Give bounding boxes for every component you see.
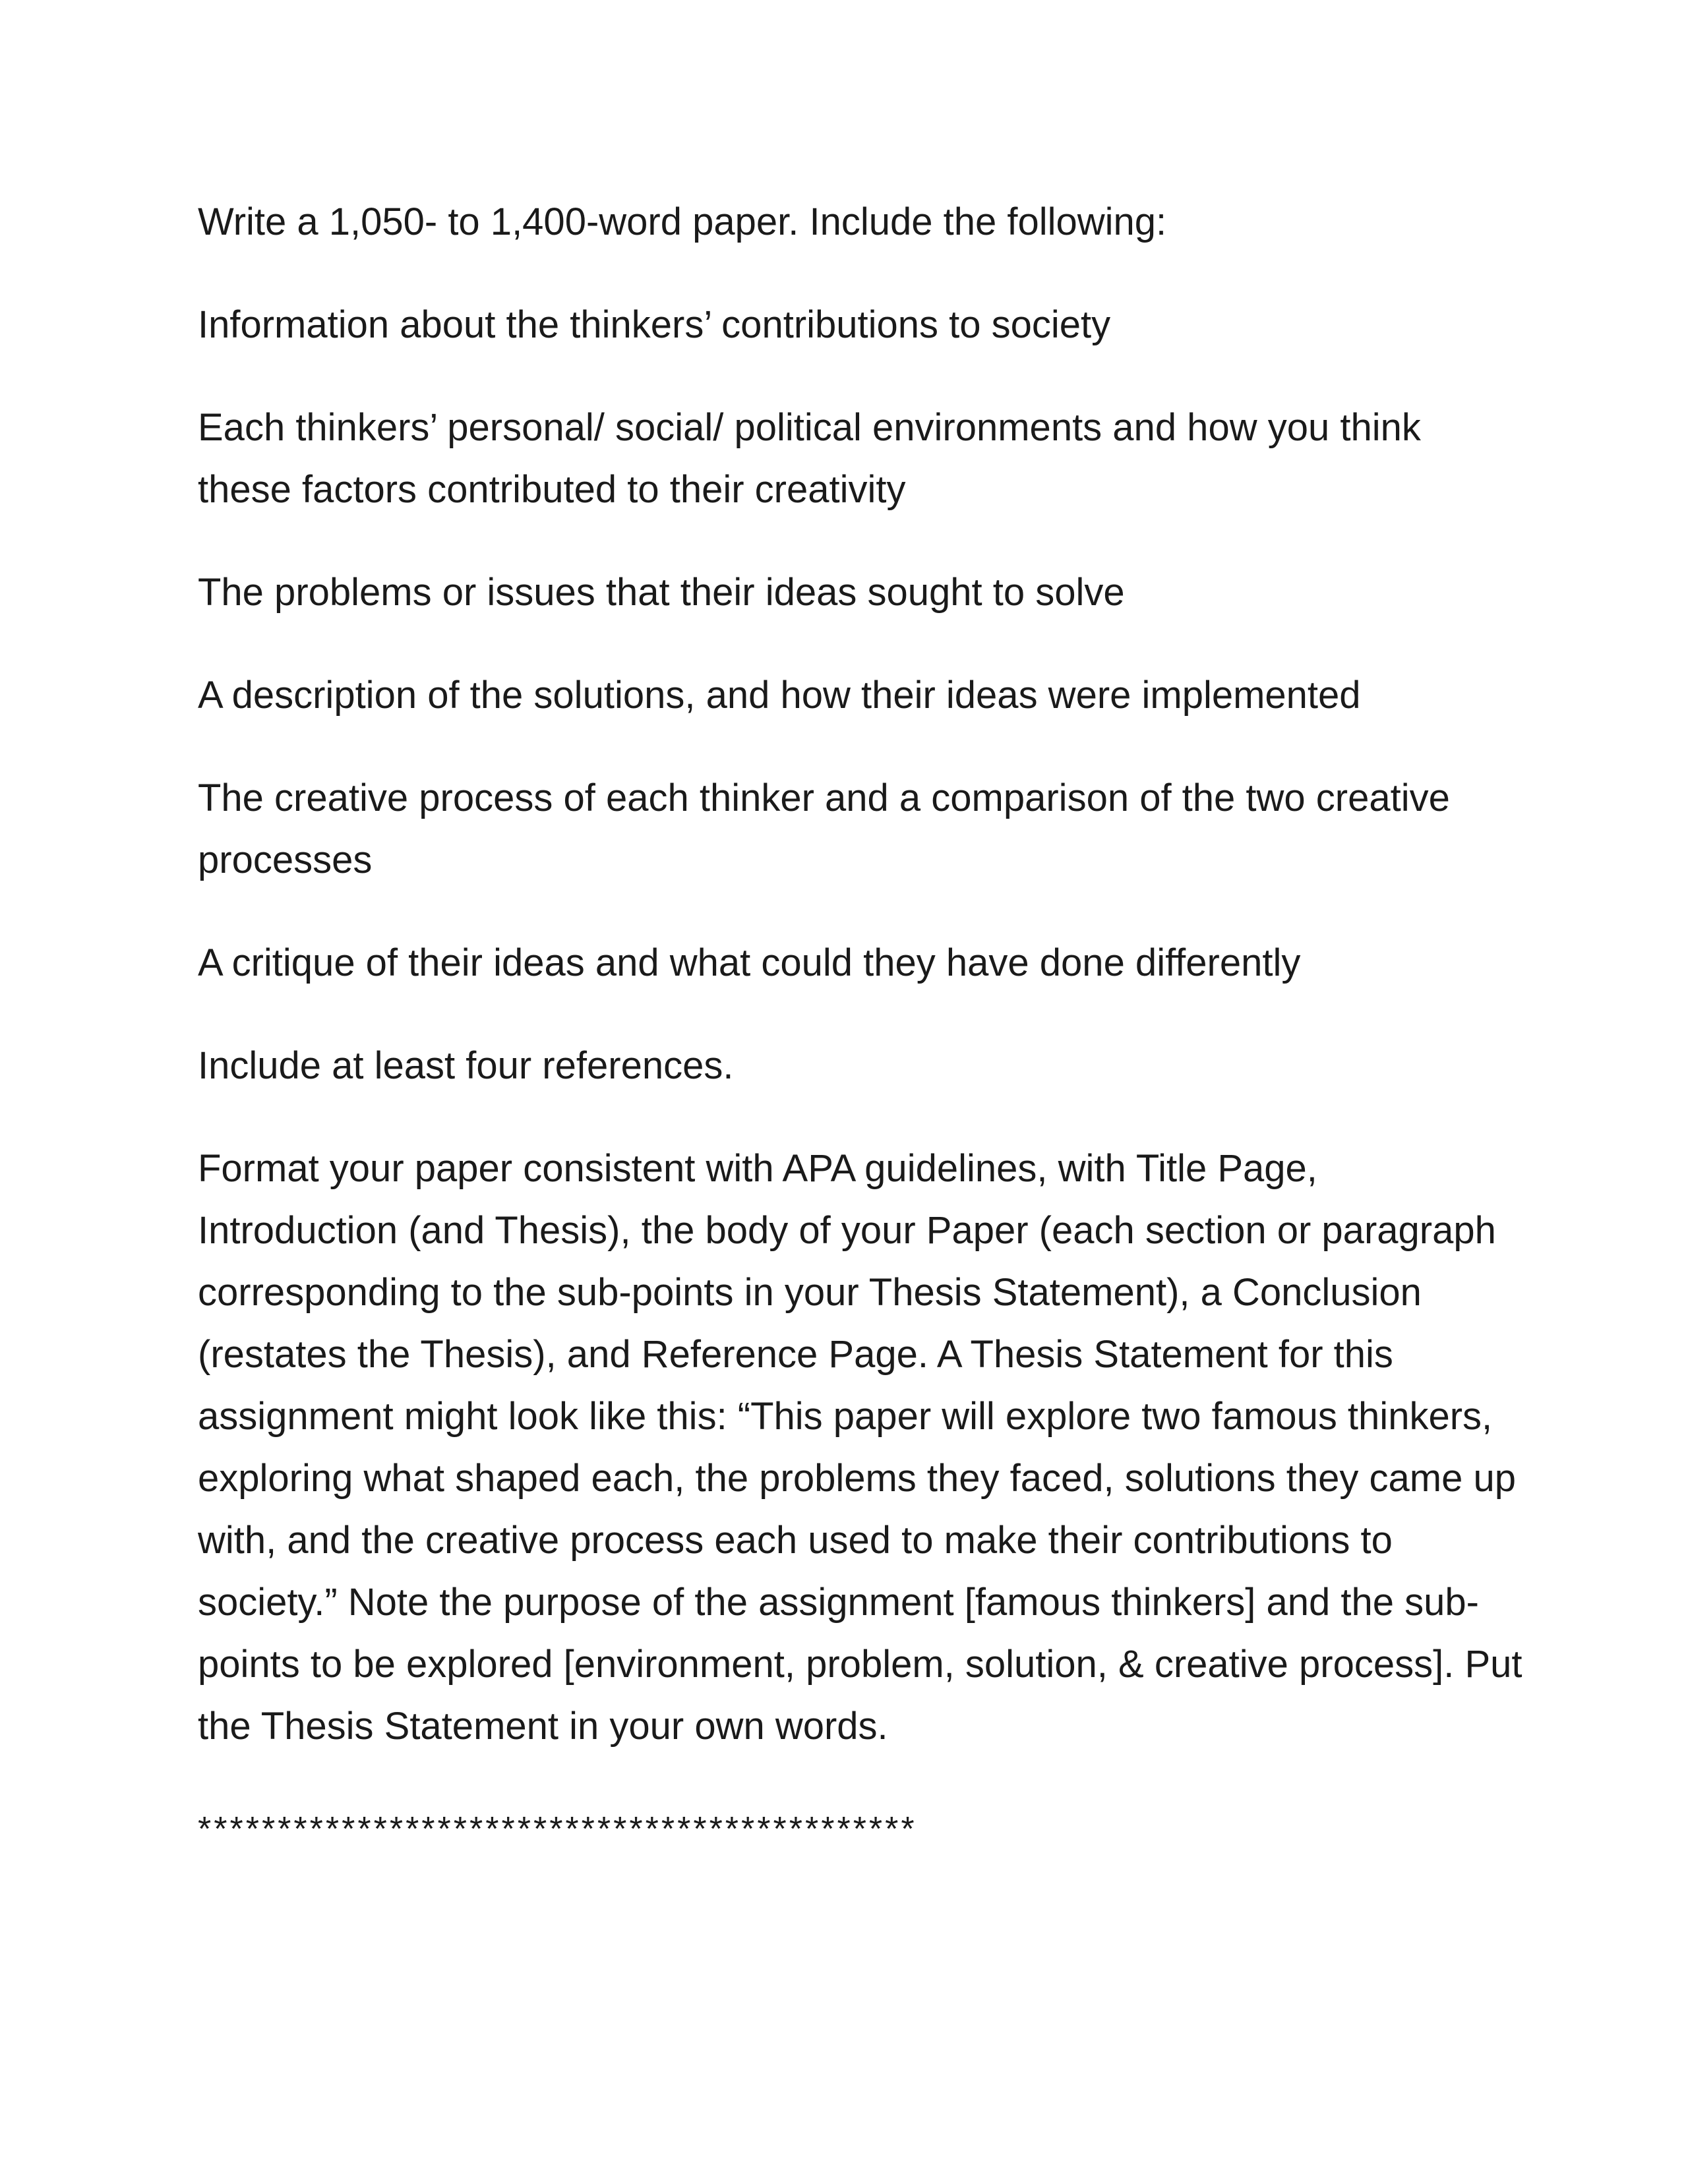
- requirement-references: Include at least four references.: [198, 1044, 734, 1087]
- requirement-critique: A critique of their ideas and what could they have done differently: [198, 941, 1301, 984]
- requirement-solutions: A description of the solutions, and how their ideas were implemented: [198, 674, 1361, 717]
- asterisk-separator: *********************************************: [198, 1810, 917, 1848]
- requirement-contributions: Information about the thinkers’ contributions to society: [198, 303, 1111, 346]
- requirement-environments: Each thinkers’ personal/ social/ political environments and how you think these factors contributed to their creativity: [198, 406, 1421, 511]
- requirement-creative-process: The creative process of each thinker and a comparison of the two creative processes: [198, 777, 1450, 881]
- instruction-intro: Write a 1,050- to 1,400-word paper. Include the following:: [198, 200, 1167, 243]
- requirement-problems: The problems or issues that their ideas sought to solve: [198, 571, 1125, 614]
- document-body: [198, 191, 1523, 1901]
- formatting-guidelines: Format your paper consistent with APA guidelines, with Title Page, Introduction (and Thesis), the body of your Paper (each section or paragraph corresponding to the sub-points in your Thesis Statement), a Conclusion (restates the Thesis), and Reference Page. A Thesis Statement for this assignment might look like this: “This paper will explore two famous thinkers, exploring what shaped each, the problems they faced, solutions they came up with, and the creative process each used to make their contributions to society.” Note the purpose of the assignment [famous thinkers] and the sub-points to be explored [environment, problem, solution, & creative process]. Put the Thesis Statement in your own words.: [198, 1147, 1522, 1748]
